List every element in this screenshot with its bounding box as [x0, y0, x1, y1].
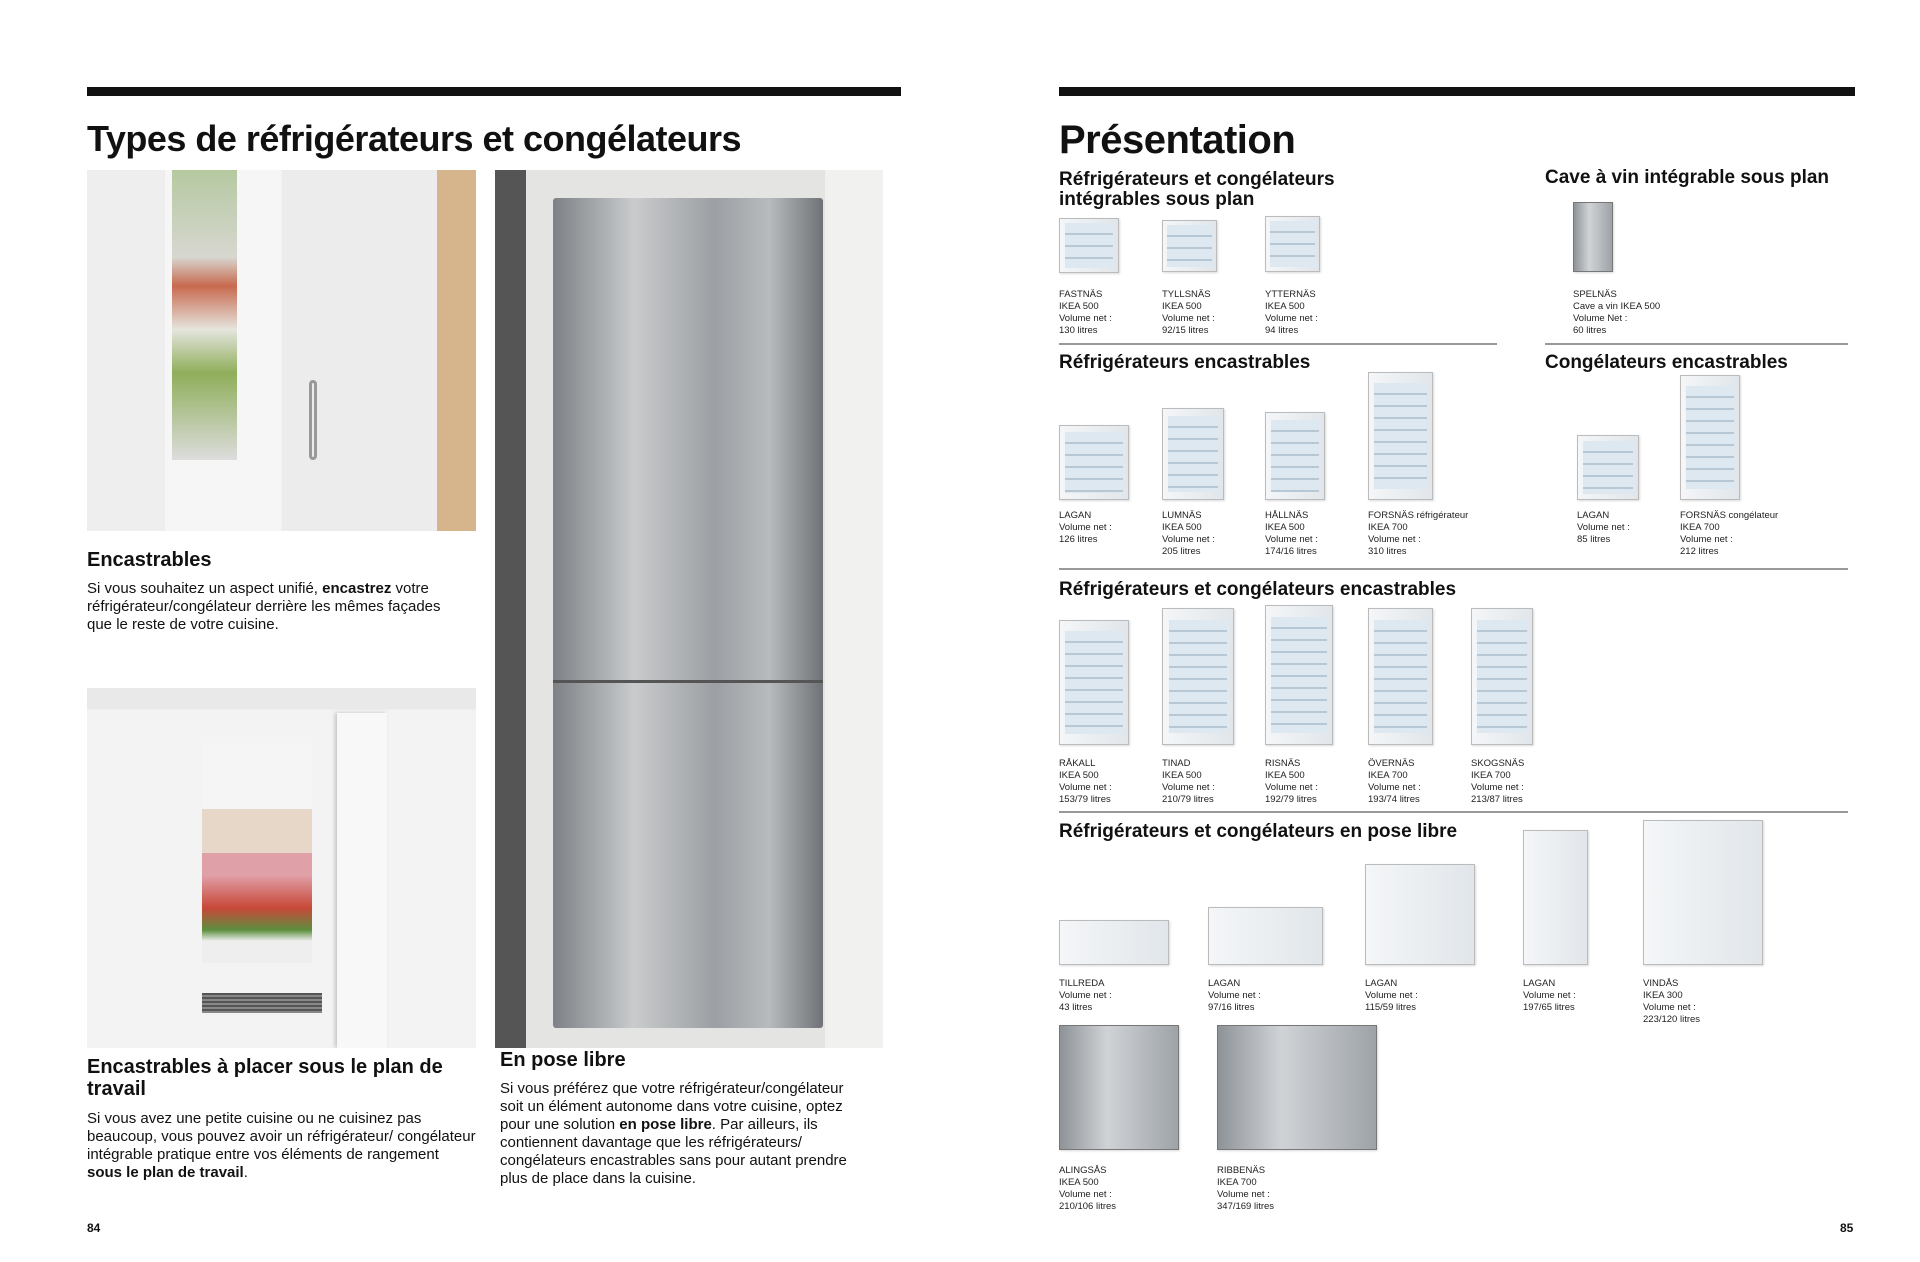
caption-line: 92/15 litres — [1162, 325, 1209, 336]
caption-line: 130 litres — [1059, 325, 1098, 336]
caption-line: Volume net : — [1208, 990, 1261, 1001]
caption-line: 197/65 litres — [1523, 1002, 1575, 1013]
caption-line: IKEA 500 — [1265, 522, 1305, 533]
product-image — [1265, 216, 1320, 272]
section-text: Si vous souhaitez un aspect unifié, encastrez votre réfrigérateur/congélateur derrière les mêmes façades que le reste de votre cuisine. — [87, 580, 441, 633]
caption-line: Volume Net : — [1573, 313, 1628, 324]
caption-line: 193/74 litres — [1368, 794, 1420, 805]
product-image — [1265, 605, 1333, 745]
product-caption — [1059, 289, 1112, 337]
product-image — [1577, 435, 1639, 500]
caption-line: HÅLLNÄS — [1265, 510, 1309, 521]
product-caption — [1059, 758, 1112, 806]
product-caption — [1059, 510, 1112, 546]
product-image — [1265, 412, 1325, 500]
caption-line: Volume net : — [1365, 990, 1418, 1001]
caption-line: Cave a vin IKEA 500 — [1573, 301, 1661, 312]
product-caption — [1265, 510, 1318, 558]
caption-line: 85 litres — [1577, 534, 1611, 545]
caption-line: Volume net : — [1471, 782, 1524, 793]
section-text: Si vous préférez que votre réfrigérateur/congélateur soit un élément autonome dans votre cuisine, optez pour une solution en pose libre. Par ailleurs, ils contiennent davantage que les réfrigérateurs/ congélateurs encastrables sans pour autant prendre plus de place dans la cuisine. — [500, 1080, 847, 1187]
caption-line: 347/169 litres — [1217, 1201, 1275, 1212]
product-image — [1643, 820, 1763, 965]
divider — [1059, 811, 1848, 813]
caption-line: LAGAN — [1059, 510, 1092, 521]
group-heading: Réfrigérateurs et congélateurs intégrables sous plan — [1059, 169, 1335, 210]
product-caption — [1265, 758, 1318, 806]
product-caption — [1365, 978, 1418, 1014]
caption-line: Volume net : — [1162, 534, 1215, 545]
top-rule — [1059, 87, 1855, 96]
section-text: Si vous avez une petite cuisine ou ne cuisinez pas beaucoup, vous pouvez avoir un réfrigérateur/ congélateur intégrable pratique entre vos éléments de rangement sous le plan de travail. — [87, 1110, 476, 1181]
product-caption — [1059, 1165, 1116, 1213]
group-heading: Réfrigérateurs et congélateurs en pose libre — [1059, 821, 1458, 842]
caption-line: TYLLSNÄS — [1162, 289, 1211, 300]
section-heading: En pose libre — [500, 1049, 626, 1071]
product-image — [1059, 620, 1129, 745]
caption-line: Volume net : — [1577, 522, 1630, 533]
divider — [1059, 568, 1848, 570]
caption-line: Volume net : — [1680, 534, 1733, 545]
caption-line: TILLREDA — [1059, 978, 1105, 989]
caption-line: 94 litres — [1265, 325, 1299, 336]
product-image — [1573, 202, 1613, 272]
caption-line: 97/16 litres — [1208, 1002, 1255, 1013]
product-image — [1365, 864, 1475, 965]
caption-line: ÖVERNÄS — [1368, 758, 1415, 769]
caption-line: IKEA 500 — [1059, 770, 1099, 781]
caption-line: Volume net : — [1368, 534, 1421, 545]
product-caption — [1059, 978, 1112, 1014]
product-image — [1059, 425, 1129, 500]
product-image — [1059, 1025, 1179, 1150]
caption-line: 60 litres — [1573, 325, 1607, 336]
caption-line: Volume net : — [1059, 522, 1112, 533]
caption-line: Volume net : — [1217, 1189, 1270, 1200]
product-caption — [1573, 289, 1660, 337]
caption-line: LAGAN — [1577, 510, 1610, 521]
caption-line: IKEA 500 — [1059, 301, 1099, 312]
caption-line: 43 litres — [1059, 1002, 1093, 1013]
caption-line: Volume net : — [1368, 782, 1421, 793]
caption-line: 210/106 litres — [1059, 1201, 1117, 1212]
page-title: Présentation — [1059, 118, 1296, 162]
caption-line: 126 litres — [1059, 534, 1098, 545]
caption-line: IKEA 700 — [1471, 770, 1511, 781]
caption-line: Volume net : — [1265, 782, 1318, 793]
freestanding-fridge-photo — [495, 170, 883, 1048]
top-rule — [87, 87, 901, 96]
section-heading: Encastrables — [87, 549, 212, 571]
product-image — [1680, 375, 1740, 500]
caption-line: RISNÄS — [1265, 758, 1301, 769]
caption-line: FORSNÄS réfrigérateur — [1368, 510, 1469, 521]
product-caption — [1523, 978, 1576, 1014]
page-number: 85 — [1840, 1221, 1854, 1235]
group-heading: Réfrigérateurs et congélateurs encastrables — [1059, 579, 1457, 600]
product-caption — [1368, 758, 1421, 806]
caption-line: Volume net : — [1162, 313, 1215, 324]
caption-line: Volume net : — [1059, 990, 1112, 1001]
caption-line: IKEA 500 — [1265, 301, 1305, 312]
caption-line: Volume net : — [1059, 1189, 1112, 1200]
caption-line: TINAD — [1162, 758, 1191, 769]
caption-line: 310 litres — [1368, 546, 1407, 557]
caption-line: 210/79 litres — [1162, 794, 1214, 805]
product-image — [1368, 608, 1433, 745]
caption-line: IKEA 700 — [1368, 522, 1408, 533]
caption-line: 153/79 litres — [1059, 794, 1111, 805]
caption-line: 213/87 litres — [1471, 794, 1523, 805]
caption-line: SKOGSNÄS — [1471, 758, 1525, 769]
caption-line: LUMNÄS — [1162, 510, 1202, 521]
caption-line: 115/59 litres — [1365, 1002, 1417, 1013]
caption-line: 212 litres — [1680, 546, 1719, 557]
product-caption — [1217, 1165, 1274, 1213]
product-image — [1471, 608, 1533, 745]
caption-line: LAGAN — [1365, 978, 1398, 989]
product-caption — [1265, 289, 1318, 337]
product-caption — [1368, 510, 1468, 558]
caption-line: SPELNÄS — [1573, 289, 1617, 300]
caption-line: Volume net : — [1162, 782, 1215, 793]
caption-line: Volume net : — [1265, 313, 1318, 324]
caption-line: IKEA 500 — [1162, 522, 1202, 533]
caption-line: LAGAN — [1208, 978, 1241, 989]
built-in-fridge-photo — [87, 170, 476, 531]
caption-line: IKEA 700 — [1217, 1177, 1257, 1188]
product-image — [1162, 408, 1224, 500]
product-image — [1208, 907, 1323, 965]
product-image — [1162, 608, 1234, 745]
page-number: 84 — [87, 1221, 101, 1235]
page-title: Types de réfrigérateurs et congélateurs — [87, 118, 742, 159]
under-counter-fridge-photo — [87, 688, 476, 1048]
caption-line: IKEA 300 — [1643, 990, 1683, 1001]
product-caption — [1162, 289, 1215, 337]
product-caption — [1680, 510, 1778, 558]
caption-line: YTTERNÄS — [1265, 289, 1316, 300]
caption-line: FORSNÄS congélateur — [1680, 510, 1779, 521]
section-heading: Encastrables à placer sous le plan de travail — [87, 1056, 443, 1100]
caption-line: Volume net : — [1643, 1002, 1696, 1013]
caption-line: RIBBENÄS — [1217, 1165, 1266, 1176]
caption-line: 192/79 litres — [1265, 794, 1317, 805]
caption-line: Volume net : — [1059, 782, 1112, 793]
caption-line: IKEA 500 — [1059, 1177, 1099, 1188]
caption-line: IKEA 500 — [1162, 301, 1202, 312]
product-caption — [1577, 510, 1630, 546]
caption-line: LAGAN — [1523, 978, 1556, 989]
caption-line: Volume net : — [1523, 990, 1576, 1001]
caption-line: 205 litres — [1162, 546, 1201, 557]
product-image — [1523, 830, 1588, 965]
product-caption — [1643, 978, 1700, 1026]
caption-line: IKEA 500 — [1265, 770, 1305, 781]
product-image — [1368, 372, 1433, 500]
group-heading: Cave à vin intégrable sous plan — [1545, 167, 1830, 188]
product-caption — [1162, 758, 1215, 806]
caption-line: FASTNÄS — [1059, 289, 1103, 300]
caption-line: 223/120 litres — [1643, 1014, 1701, 1025]
caption-line: IKEA 700 — [1680, 522, 1720, 533]
product-caption — [1162, 510, 1215, 558]
caption-line: IKEA 500 — [1162, 770, 1202, 781]
product-image — [1059, 920, 1169, 965]
caption-line: Volume net : — [1059, 313, 1112, 324]
caption-line: IKEA 700 — [1368, 770, 1408, 781]
group-heading: Congélateurs encastrables — [1545, 352, 1788, 373]
group-heading: Réfrigérateurs encastrables — [1059, 352, 1311, 373]
caption-line: 174/16 litres — [1265, 546, 1317, 557]
product-image — [1162, 220, 1217, 272]
caption-line: RÅKALL — [1059, 758, 1096, 769]
divider — [1545, 343, 1848, 345]
product-image — [1059, 218, 1119, 273]
product-caption — [1208, 978, 1261, 1014]
divider — [1059, 343, 1497, 345]
product-image — [1217, 1025, 1377, 1150]
caption-line: Volume net : — [1265, 534, 1318, 545]
caption-line: VINDÅS — [1643, 978, 1679, 989]
caption-line: ALINGSÅS — [1059, 1165, 1107, 1176]
product-caption — [1471, 758, 1524, 806]
